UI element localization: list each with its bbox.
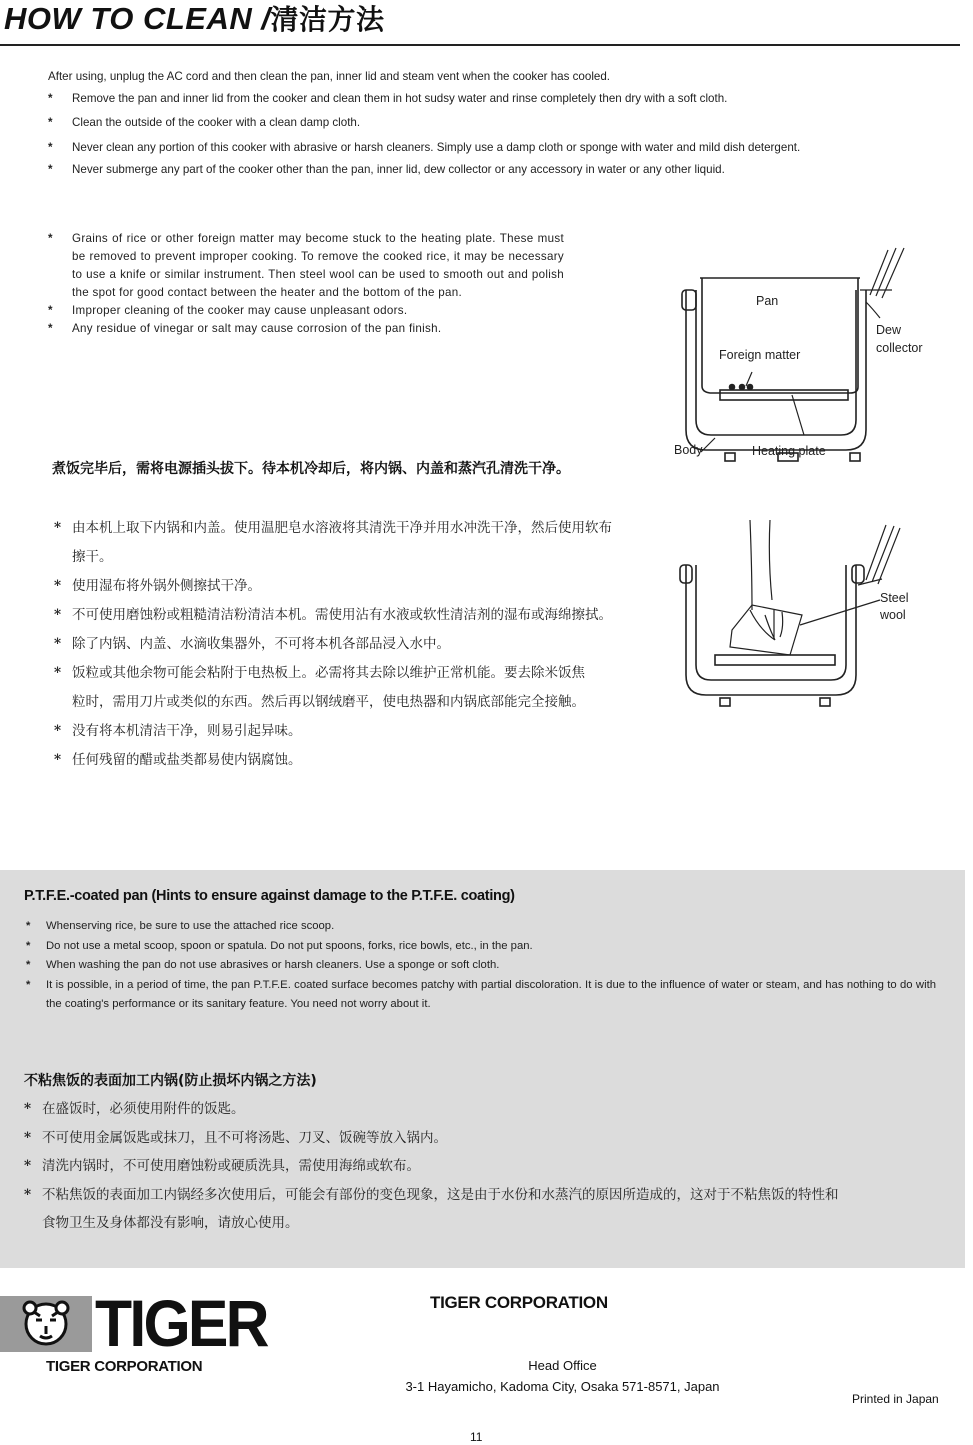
bullet-text: When washing the pan do not use abrasives or harsh cleaners. Use a sponge or soft cloth. xyxy=(46,959,500,971)
bullet-text: 由本机上取下内锅和内盖。使用温肥皂水溶液将其清洗干净并用水冲洗干净，然后使用软布擦干。 xyxy=(72,520,612,565)
bullet-icon: * xyxy=(54,578,62,594)
chinese-instructions xyxy=(54,514,624,775)
list-item xyxy=(54,746,624,775)
tiger-face-icon xyxy=(0,1296,92,1352)
bullet-icon: * xyxy=(48,163,53,176)
list-item xyxy=(54,601,624,630)
bullet-text: Whenserving rice, be sure to use the attached rice scoop. xyxy=(46,920,335,932)
bullet-text: 不可使用磨蚀粉或粗糙清洁粉清洁本机。需使用沾有水液或软性清洁剂的湿布或海绵擦拭。 xyxy=(72,607,612,623)
bullet-icon: * xyxy=(26,978,31,991)
bullet-text: It is possible, in a period of time, the pan P.T.F.E. coated surface becomes patchy with partial discoloration. It is due to the influence of water or steam, and has nothing to do with the coating's performance or its sanitary feature. You need not worry about it. xyxy=(46,978,936,1010)
bullet-text: 饭粒或其他余物可能会粘附于电热板上。必需将其去除以维护正常机能。要去除米饭焦粒时，需用刀片或类似的东西。然后再以钢绒磨平，使电热器和内锅底部能完全接触。 xyxy=(72,665,585,710)
bullet-icon: * xyxy=(26,920,31,932)
list-item xyxy=(26,937,936,957)
list-item xyxy=(48,90,930,108)
tiger-logo xyxy=(0,1286,300,1360)
label-dew: Dew xyxy=(876,323,902,337)
list-item xyxy=(48,320,564,338)
chinese-heading: 煮饭完毕后，需将电源插头拔下。待本机冷却后，将内锅、内盖和蒸汽孔清洗干净。 xyxy=(52,461,570,477)
bullet-text: Improper cleaning of the cooker may cause unpleasant odors. xyxy=(72,304,408,317)
bullet-text: 在盛饭时，必须使用附件的饭匙。 xyxy=(42,1101,245,1117)
label-wool: wool xyxy=(880,608,906,622)
label-pan: Pan xyxy=(756,294,779,308)
steel-wool-diagram xyxy=(670,510,940,710)
list-item xyxy=(54,572,624,601)
page-number: 11 xyxy=(470,1430,483,1444)
list-item xyxy=(26,917,936,937)
ptfe-english-list xyxy=(26,917,936,1015)
list-item xyxy=(24,1181,844,1238)
bullet-icon: * xyxy=(24,1186,32,1203)
head-office-block xyxy=(300,1355,825,1397)
label-collector: collector xyxy=(876,341,923,355)
list-item xyxy=(48,114,930,132)
title-en: HOW TO CLEAN / xyxy=(4,1,271,36)
bullet-icon: * xyxy=(24,1101,32,1117)
bullet-text: 不粘焦饭的表面加工内锅经多次使用后，可能会有部份的变色现象，这是由于水份和水蒸汽的原因所造成的，这对于不粘焦饭的特性和食物卫生及身体都没有影响，请放心使用。 xyxy=(42,1186,839,1231)
bullet-text: Never submerge any part of the cooker other than the pan, inner lid, dew collector or any accessory in water or any other liquid. xyxy=(72,163,725,176)
bullet-text: Any residue of vinegar or salt may cause corrosion of the pan finish. xyxy=(72,322,442,335)
english-instructions xyxy=(48,68,930,179)
bullet-text: Never clean any portion of this cooker with abrasive or harsh cleaners. Simply use a damp cloth or sponge with water and mild dish detergent. xyxy=(72,141,801,154)
cooker-diagram xyxy=(670,240,960,465)
head-office-address: 3-1 Hayamicho, Kadoma City, Osaka 571-8571, Japan xyxy=(405,1379,720,1394)
label-foreign-matter: Foreign matter xyxy=(719,348,801,362)
bullet-text: 没有将本机清洁干净，则易引起异味。 xyxy=(72,723,302,739)
list-item xyxy=(24,1124,844,1153)
list-item xyxy=(54,717,624,746)
bullet-icon: * xyxy=(48,141,53,154)
bullet-text: 除了内锅、内盖、水滴收集器外，不可将本机各部品浸入水中。 xyxy=(72,636,450,652)
bullet-icon: * xyxy=(54,665,62,681)
intro-text: After using, unplug the AC cord and then clean the pan, inner lid and steam vent when the cooker has cooled. xyxy=(48,70,611,83)
list-item xyxy=(48,302,564,320)
bullet-icon: * xyxy=(48,232,53,245)
label-steel: Steel xyxy=(880,591,909,605)
bullet-text: Remove the pan and inner lid from the cooker and clean them in hot sudsy water and rinse completely then dry with a soft cloth. xyxy=(72,92,728,105)
list-item xyxy=(48,230,564,302)
list-item xyxy=(26,976,936,1015)
list-item xyxy=(24,1095,844,1124)
logo-wordmark: TIGER xyxy=(95,1286,267,1360)
bullet-text: 任何残留的醋或盐类都易使内锅腐蚀。 xyxy=(72,752,302,768)
list-item xyxy=(48,139,930,157)
logo-subtitle: TIGER CORPORATION xyxy=(46,1358,203,1375)
ptfe-chinese-list xyxy=(24,1095,844,1238)
bullet-text: 清洗内锅时，不可使用磨蚀粉或硬质洗具，需使用海绵或软布。 xyxy=(42,1158,420,1174)
bullet-text: 使用湿布将外锅外侧擦拭干净。 xyxy=(72,578,261,594)
label-heating-plate: Heating plate xyxy=(752,444,826,458)
ptfe-chinese-heading: 不粘焦饭的表面加工内锅(防止损坏内锅之方法) xyxy=(24,1073,317,1089)
bullet-icon: * xyxy=(54,520,62,536)
bullet-icon: * xyxy=(54,723,62,739)
bullet-icon: * xyxy=(26,939,31,952)
bullet-icon: * xyxy=(54,636,62,652)
bullet-text: Do not use a metal scoop, spoon or spatula. Do not put spoons, forks, rice bowls, etc., in the pan. xyxy=(46,939,533,952)
bullet-icon: * xyxy=(48,322,53,335)
list-item xyxy=(24,1152,844,1181)
bullet-text: 不可使用金属饭匙或抹刀，且不可将汤匙、刀叉、饭碗等放入锅内。 xyxy=(42,1129,447,1146)
list-item xyxy=(48,161,930,179)
bullet-icon: * xyxy=(24,1158,32,1174)
bullet-icon: * xyxy=(48,92,53,105)
bullet-icon: * xyxy=(54,607,62,623)
list-item xyxy=(54,659,592,717)
bullet-icon: * xyxy=(48,304,53,317)
corporation-name: TIGER CORPORATION xyxy=(430,1293,608,1312)
bullet-text: Grains of rice or other foreign matter may become stuck to the heating plate. These must be removed to prevent improper cooking. To remove the cooked rice, it may be necessary to use a knife or similar instrument. Then steel wool can be used to smooth out and polish the spot for good contact between the heater and the bottom of the pan. xyxy=(72,232,564,299)
bullet-icon: * xyxy=(54,752,62,768)
english-instructions-2 xyxy=(48,226,564,338)
printed-in-japan: Printed in Japan xyxy=(852,1392,939,1406)
label-body: Body xyxy=(674,443,703,457)
list-item xyxy=(54,514,624,572)
bullet-icon: * xyxy=(24,1129,32,1146)
title-zh: 清洁方法 xyxy=(270,3,385,36)
list-item xyxy=(26,956,936,976)
bullet-text: Clean the outside of the cooker with a clean damp cloth. xyxy=(72,116,361,129)
head-office-label: Head Office xyxy=(528,1358,597,1373)
page-title xyxy=(4,0,385,38)
bullet-icon: * xyxy=(26,959,31,971)
list-item xyxy=(54,630,624,659)
ptfe-hints-box xyxy=(0,870,965,1268)
title-rule xyxy=(0,44,960,46)
bullet-icon: * xyxy=(48,116,53,129)
ptfe-heading: P.T.F.E.-coated pan (Hints to ensure against damage to the P.T.F.E. coating) xyxy=(24,888,515,904)
